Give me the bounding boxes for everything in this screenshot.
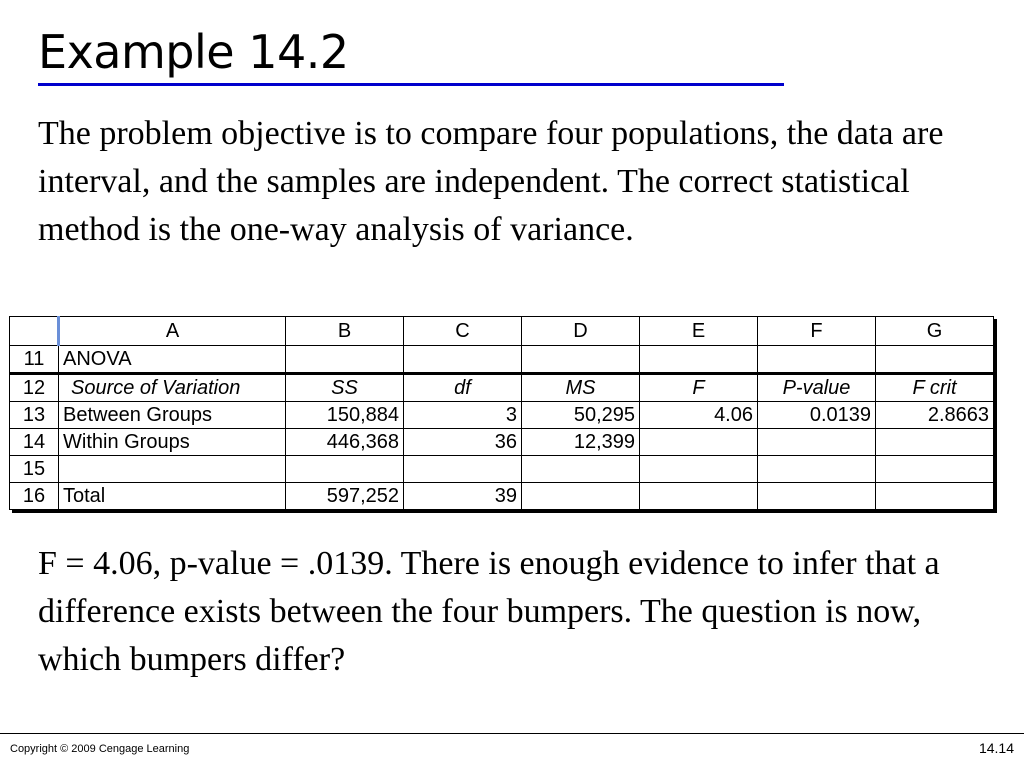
cell-a16[interactable]: Total <box>59 483 286 510</box>
cell-b13[interactable]: 150,884 <box>286 402 404 429</box>
slide-number: 14.14 <box>978 740 1014 756</box>
conclusion-paragraph: F = 4.06, p-value = .0139. There is enough evidence to infer that a difference exists between the four bumpers. The question is now, which bumpers differ? <box>38 545 940 678</box>
cell-f14[interactable] <box>758 429 876 456</box>
cell-d16[interactable] <box>522 483 640 510</box>
title-underline <box>38 83 784 86</box>
cell-c12[interactable]: df <box>404 374 522 402</box>
cell-b16[interactable]: 597,252 <box>286 483 404 510</box>
row-number[interactable]: 13 <box>10 402 59 429</box>
cell-g11[interactable] <box>876 346 994 374</box>
cell-e13[interactable]: 4.06 <box>640 402 758 429</box>
cell-g16[interactable] <box>876 483 994 510</box>
cell-a15[interactable] <box>59 456 286 483</box>
copyright-notice: Copyright © 2009 Cengage Learning <box>10 743 190 755</box>
cell-b14[interactable]: 446,368 <box>286 429 404 456</box>
intro-paragraph: The problem objective is to compare four populations, the data are interval, and the samples are independent. The correct statistical method is the one-way analysis of variance. <box>38 115 944 248</box>
column-header-c[interactable]: C <box>404 317 522 346</box>
cell-d11[interactable] <box>522 346 640 374</box>
column-header-f[interactable]: F <box>758 317 876 346</box>
row-number[interactable]: 15 <box>10 456 59 483</box>
table-row <box>10 429 994 456</box>
column-header-row <box>10 317 994 346</box>
cell-g13[interactable]: 2.8663 <box>876 402 994 429</box>
cell-a12[interactable]: Source of Variation <box>59 374 286 402</box>
cell-e12[interactable]: F <box>640 374 758 402</box>
cell-b15[interactable] <box>286 456 404 483</box>
cell-b11[interactable] <box>286 346 404 374</box>
cell-e15[interactable] <box>640 456 758 483</box>
cell-f11[interactable] <box>758 346 876 374</box>
cell-c11[interactable] <box>404 346 522 374</box>
anova-spreadsheet <box>9 316 994 510</box>
row-number[interactable]: 14 <box>10 429 59 456</box>
cell-g14[interactable] <box>876 429 994 456</box>
row-number[interactable]: 16 <box>10 483 59 510</box>
cell-e14[interactable] <box>640 429 758 456</box>
cell-c14[interactable]: 36 <box>404 429 522 456</box>
row-number[interactable]: 12 <box>10 374 59 402</box>
cell-f13[interactable]: 0.0139 <box>758 402 876 429</box>
slide-title: Example 14.2 <box>38 25 349 79</box>
cell-f16[interactable] <box>758 483 876 510</box>
cell-a13[interactable]: Between Groups <box>59 402 286 429</box>
table-row <box>10 374 994 402</box>
cell-c13[interactable]: 3 <box>404 402 522 429</box>
table-row <box>10 402 994 429</box>
cell-c16[interactable]: 39 <box>404 483 522 510</box>
table-row <box>10 346 994 374</box>
footer-divider <box>0 733 1024 734</box>
cell-f12[interactable]: P-value <box>758 374 876 402</box>
table-row <box>10 456 994 483</box>
column-header-g[interactable]: G <box>876 317 994 346</box>
cell-d13[interactable]: 50,295 <box>522 402 640 429</box>
cell-g12[interactable]: F crit <box>876 374 994 402</box>
cell-c15[interactable] <box>404 456 522 483</box>
column-header-d[interactable]: D <box>522 317 640 346</box>
cell-d14[interactable]: 12,399 <box>522 429 640 456</box>
table-row <box>10 483 994 510</box>
cell-a11[interactable]: ANOVA <box>59 346 286 374</box>
cell-e16[interactable] <box>640 483 758 510</box>
column-header-e[interactable]: E <box>640 317 758 346</box>
cell-a14[interactable]: Within Groups <box>59 429 286 456</box>
row-number[interactable]: 11 <box>10 346 59 374</box>
column-header-b[interactable]: B <box>286 317 404 346</box>
cell-b12[interactable]: SS <box>286 374 404 402</box>
cell-d15[interactable] <box>522 456 640 483</box>
sheet-corner-cell[interactable] <box>10 317 59 346</box>
column-header-a[interactable]: A <box>59 317 286 346</box>
cell-g15[interactable] <box>876 456 994 483</box>
cell-d12[interactable]: MS <box>522 374 640 402</box>
cell-f15[interactable] <box>758 456 876 483</box>
cell-e11[interactable] <box>640 346 758 374</box>
